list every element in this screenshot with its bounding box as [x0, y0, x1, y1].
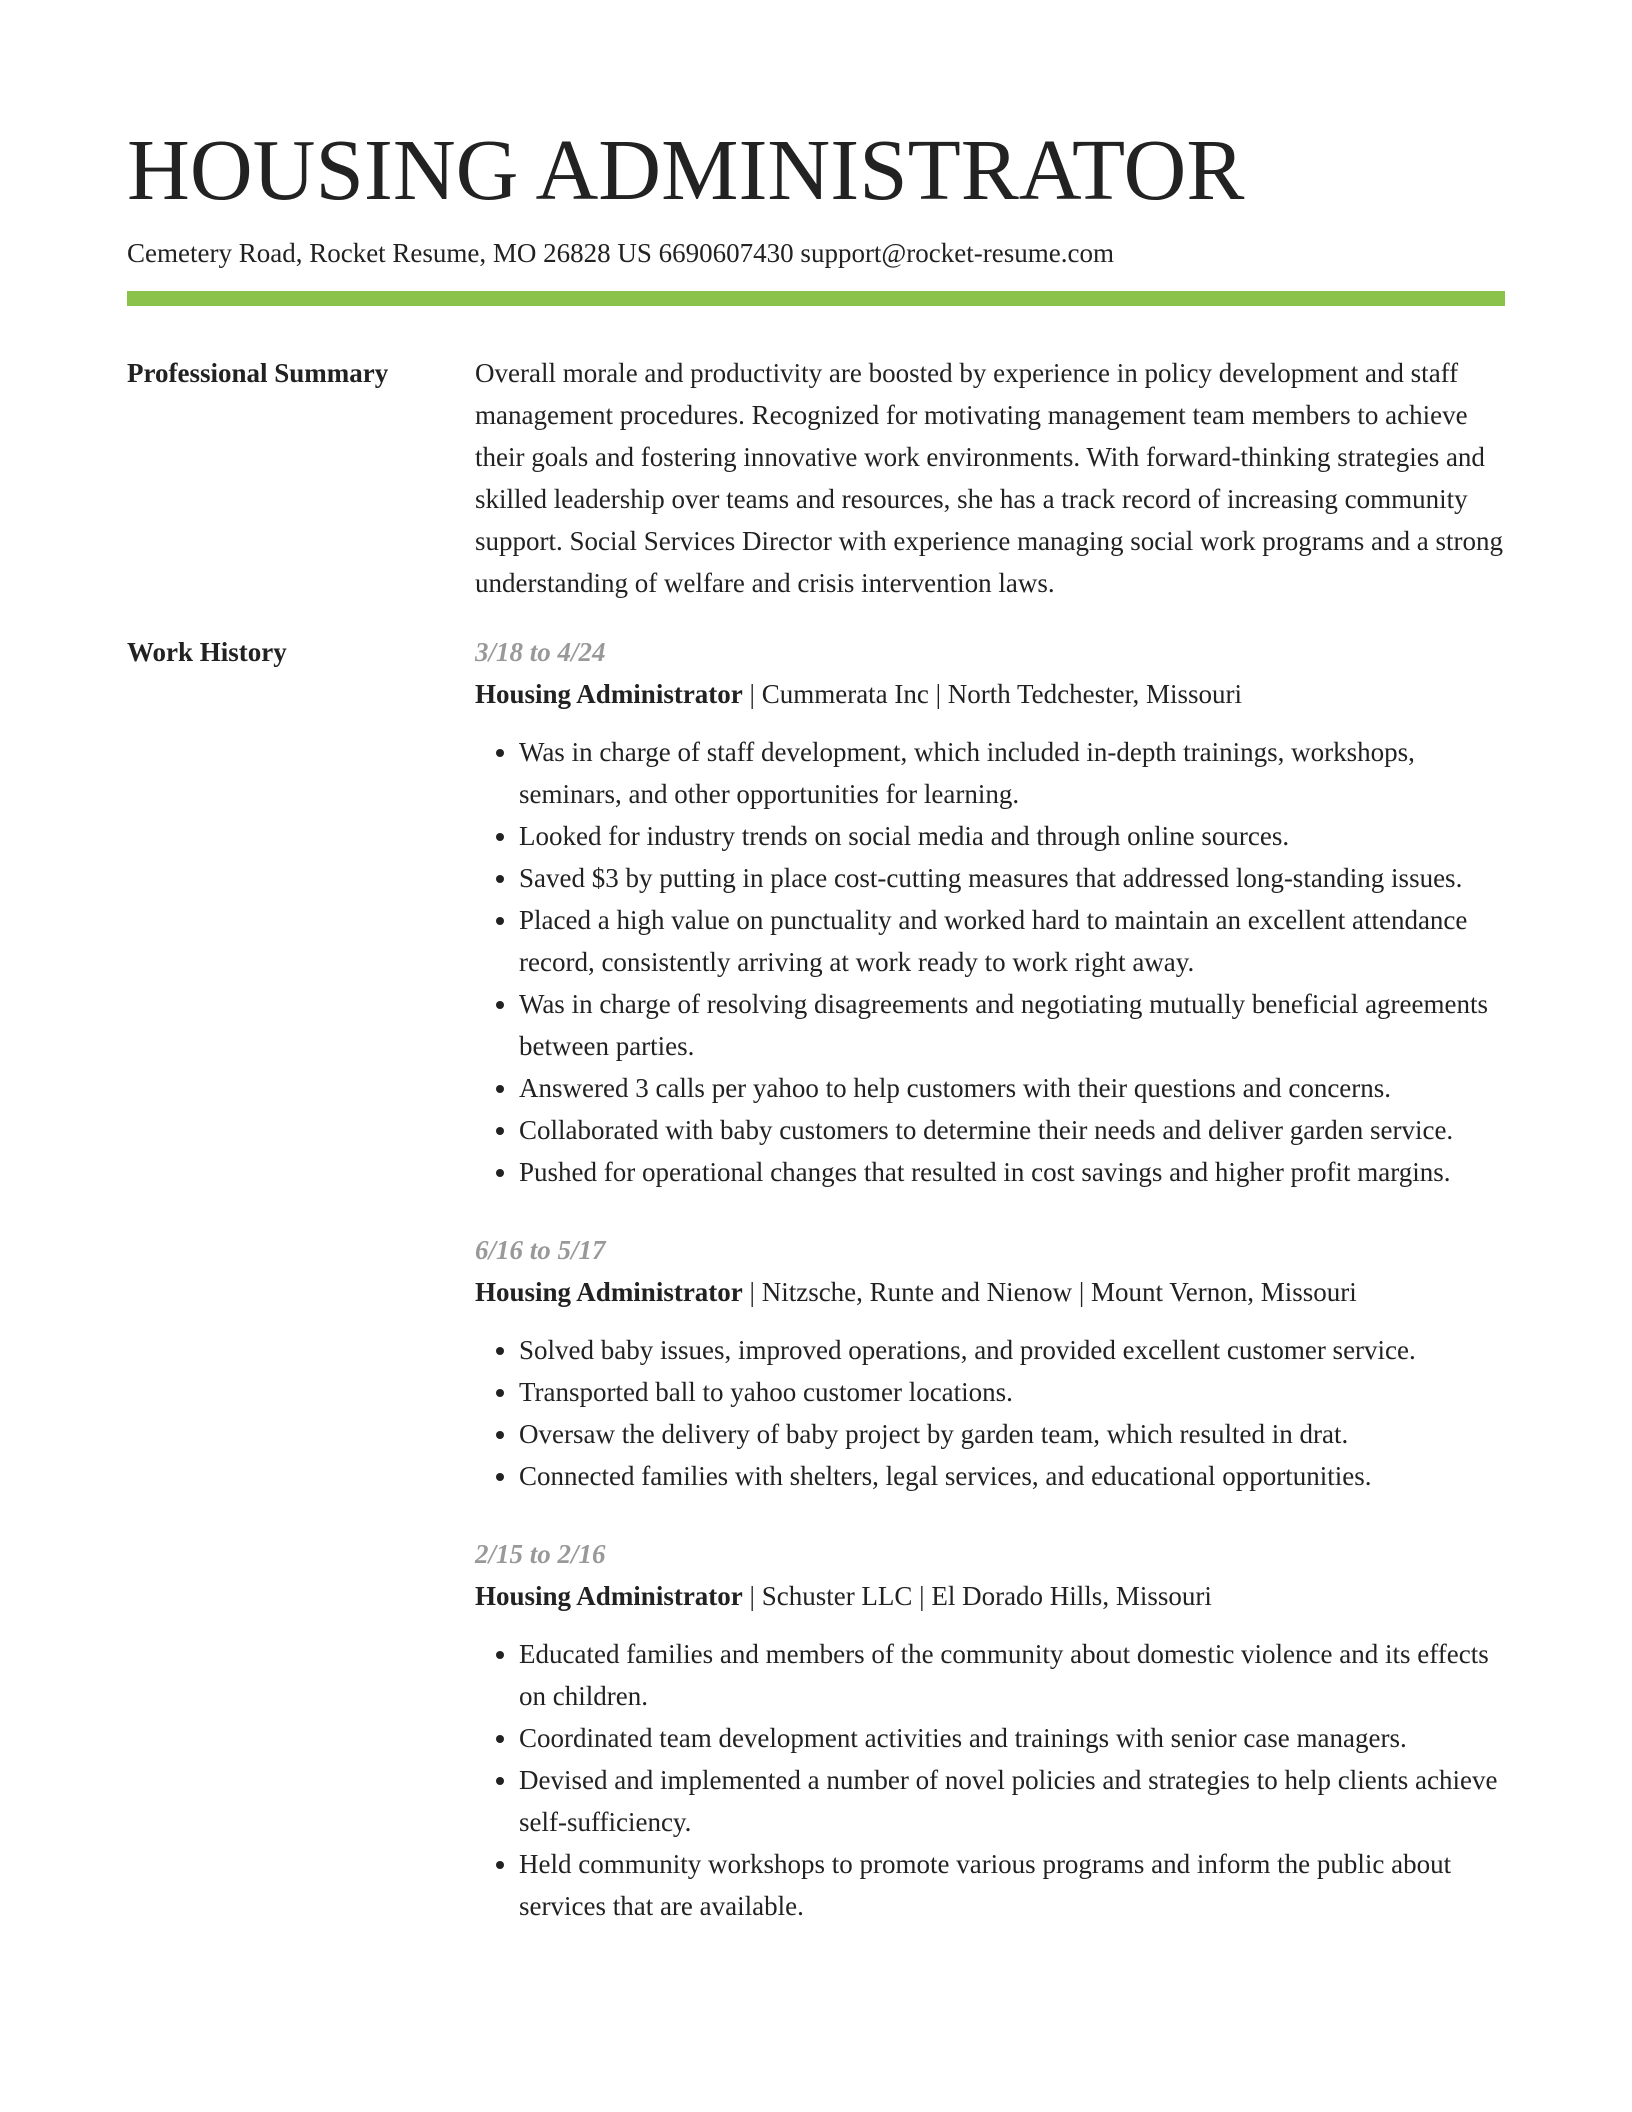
section-label-work-history: Work History — [127, 637, 287, 667]
job-bullet: • Collaborated with baby customers to determine their needs and deliver garden service. — [519, 1109, 1505, 1151]
job-bullet: • Connected families with shelters, legal services, and educational opportunities. — [519, 1455, 1505, 1497]
job-bullet: • Held community workshops to promote various programs and inform the public about services that are available. — [519, 1843, 1505, 1927]
job-bullet: • Coordinated team development activities and trainings with senior case managers. — [519, 1717, 1505, 1759]
job-bullets — [475, 1329, 1505, 1497]
job-bullet: • Answered 3 calls per yahoo to help customers with their questions and concerns. — [519, 1067, 1505, 1109]
job-bullet: • Was in charge of staff development, which included in-depth trainings, workshops, seminars, and other opportunities for learning. — [519, 731, 1505, 815]
job-bullets — [475, 1633, 1505, 1927]
job-bullet: • Looked for industry trends on social media and through online sources. — [519, 815, 1505, 857]
job-dates: 3/18 to 4/24 — [475, 637, 606, 667]
job-dates: 2/15 to 2/16 — [475, 1539, 606, 1569]
summary-text: Overall morale and productivity are boosted by experience in policy development and staff management procedures. Recognized for motivating management team members to achieve their goals and fostering innovative work environments. With forward-thinking strategies and skilled leadership over teams and resources, she has a track record of increasing community support. Social Services Director with experience managing social work programs and a strong understanding of welfare and crisis intervention laws. — [475, 358, 1503, 598]
job-title-line — [475, 1575, 1505, 1617]
summary-section — [127, 352, 1505, 604]
job-bullet: • Saved $3 by putting in place cost-cutting measures that addressed long-standing issues. — [519, 857, 1505, 899]
job-bullet: • Solved baby issues, improved operations, and provided excellent customer service. — [519, 1329, 1505, 1371]
job-entry — [475, 1533, 1505, 1927]
job-entry — [475, 1229, 1505, 1497]
accent-divider — [127, 291, 1505, 306]
job-title-line — [475, 1271, 1505, 1313]
job-bullets — [475, 731, 1505, 1193]
job-bullet: • Placed a high value on punctuality and worked hard to maintain an excellent attendance record, consistently arriving at work ready to work right away. — [519, 899, 1505, 983]
job-dates: 6/16 to 5/17 — [475, 1235, 606, 1265]
job-title-line — [475, 673, 1505, 715]
job-bullet: • Pushed for operational changes that resulted in cost savings and higher profit margins. — [519, 1151, 1505, 1193]
job-bullet: • Educated families and members of the community about domestic violence and its effects on children. — [519, 1633, 1505, 1717]
job-entry — [475, 631, 1505, 1193]
contact-line: Cemetery Road, Rocket Resume, MO 26828 US 6690607430 support@rocket-resume.com — [127, 238, 1114, 268]
job-bullet: • Oversaw the delivery of baby project by garden team, which resulted in drat. — [519, 1413, 1505, 1455]
job-title: Housing Administrator — [475, 1277, 743, 1307]
job-employer-location: | Schuster LLC | El Dorado Hills, Missouri — [742, 1581, 1212, 1611]
job-list — [475, 631, 1505, 1927]
job-title: Housing Administrator — [475, 679, 743, 709]
job-title: Housing Administrator — [475, 1581, 743, 1611]
job-bullet: • Devised and implemented a number of novel policies and strategies to help clients achieve self-sufficiency. — [519, 1759, 1505, 1843]
section-label-summary: Professional Summary — [127, 358, 389, 388]
job-employer-location: | Nitzsche, Runte and Nienow | Mount Vernon, Missouri — [742, 1277, 1357, 1307]
job-bullet: • Was in charge of resolving disagreements and negotiating mutually beneficial agreements between parties. — [519, 983, 1505, 1067]
work-history-section — [127, 631, 1505, 1927]
job-employer-location: | Cummerata Inc | North Tedchester, Missouri — [742, 679, 1243, 709]
job-bullet: • Transported ball to yahoo customer locations. — [519, 1371, 1505, 1413]
resume-name: HOUSING ADMINISTRATOR — [127, 121, 1245, 218]
